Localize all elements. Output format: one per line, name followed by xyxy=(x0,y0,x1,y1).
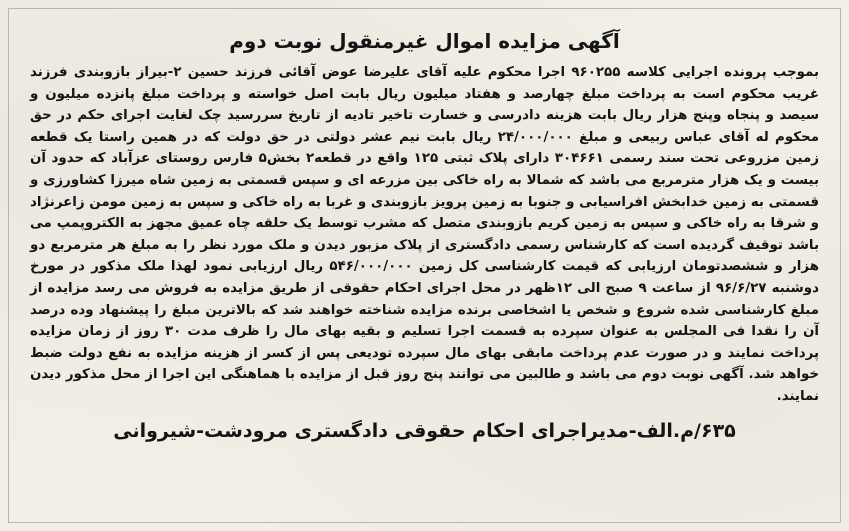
notice-title: آگهی مزایده اموال غیرمنقول نوبت دوم xyxy=(229,29,620,53)
notice-signature: ۶۳۵/م.الف-مدیراجرای احکام حقوقی دادگستری مرودشت-شیروانی xyxy=(113,419,736,442)
notice-body: بموجب پرونده اجرایی کلاسه ۹۶۰۲۵۵ اجرا محکوم علیه آقای علیرضا عوض آقائی فرزند حسین ۲-بیراز بازوبندی فرزند غریب محکوم است به پرداخت مبلغ چهارصد و هفتاد میلیون ریال بابت اصل خواسته و پرداخت مبلغ پانزده میلیون و سیصد و پنجاه وپنج هزار ریال بابت هزینه دادرسی و خسارت تاخیر تادیه از تاریخ سررسید چک لغایت اجرای حکم در حق محکوم له آقای عباس ربیعی و مبلغ ۲۴/۰۰۰/۰۰۰ ریال بابت نیم عشر دولتی در حق دولت که در همین راستا یک قطعه زمین مزروعی تحت سند رسمی ۳۰۴۶۶۱ دارای پلاک ثبتی ۱۲۵ واقع در قطعه۲ بخش۵ فارس روستای عزآباد که حدود آن بیست و یک هزار مترمربع می باشد که شمالا به راه خاکی بین مزرعه ای و سپس قسمتی به زمین شاه میرزا کشاورزی و قسمتی به زمین خدابخش افراسیابی و جنوبا به زمین پرویز بازوبندی و غربا به راه خاکی و سپس به زمین مومن زاعرنژاد و شرقا به راه خاکی و سپس به زمین کریم بازوبندی متصل که مشرب توسط یک حلقه چاه عمیق مجهز به الکتروپمپ می باشد توقیف گردیده است که کارشناس رسمی دادگستری از پلاک مزبور دیدن و ملک مورد نظر را به مبلغ هر مترمربع دو هزار و ششصدتومان ارزیابی که قیمت کارشناسی کل زمین ۵۴۶/۰۰۰/۰۰۰ ریال ارزیابی نمود لهذا ملک مذکور در مورخ دوشنبه ۹۶/۶/۲۷ از ساعت ۹ صبح الی ۱۲ظهر در محل اجرای احکام حقوقی از طریق مزایده به فروش می رسد مزایده از مبلغ کارشناسی شده شروع و شخص یا اشخاصی برنده مزایده شناخته خواهند شد که بالاترین مبلغ را پیشنهاد وده درصد آن را نقدا فی المجلس به عنوان سپرده به قسمت اجرا تسلیم و بقیه بهای مال را ظرف مدت ۳۰ روز از زمان مزایده پرداخت نمایند و در صورت عدم پرداخت مابقی بهای مال سپرده تودیعی پس از کسر از هزینه مزایده به نفع دولت ضبط خواهد شد. آگهی نوبت دوم می باشد و طالبین می توانند پنج روز قبل از مزایده با هماهنگی این اجرا از محل مذکور دیدن نمایند. xyxy=(30,65,820,404)
